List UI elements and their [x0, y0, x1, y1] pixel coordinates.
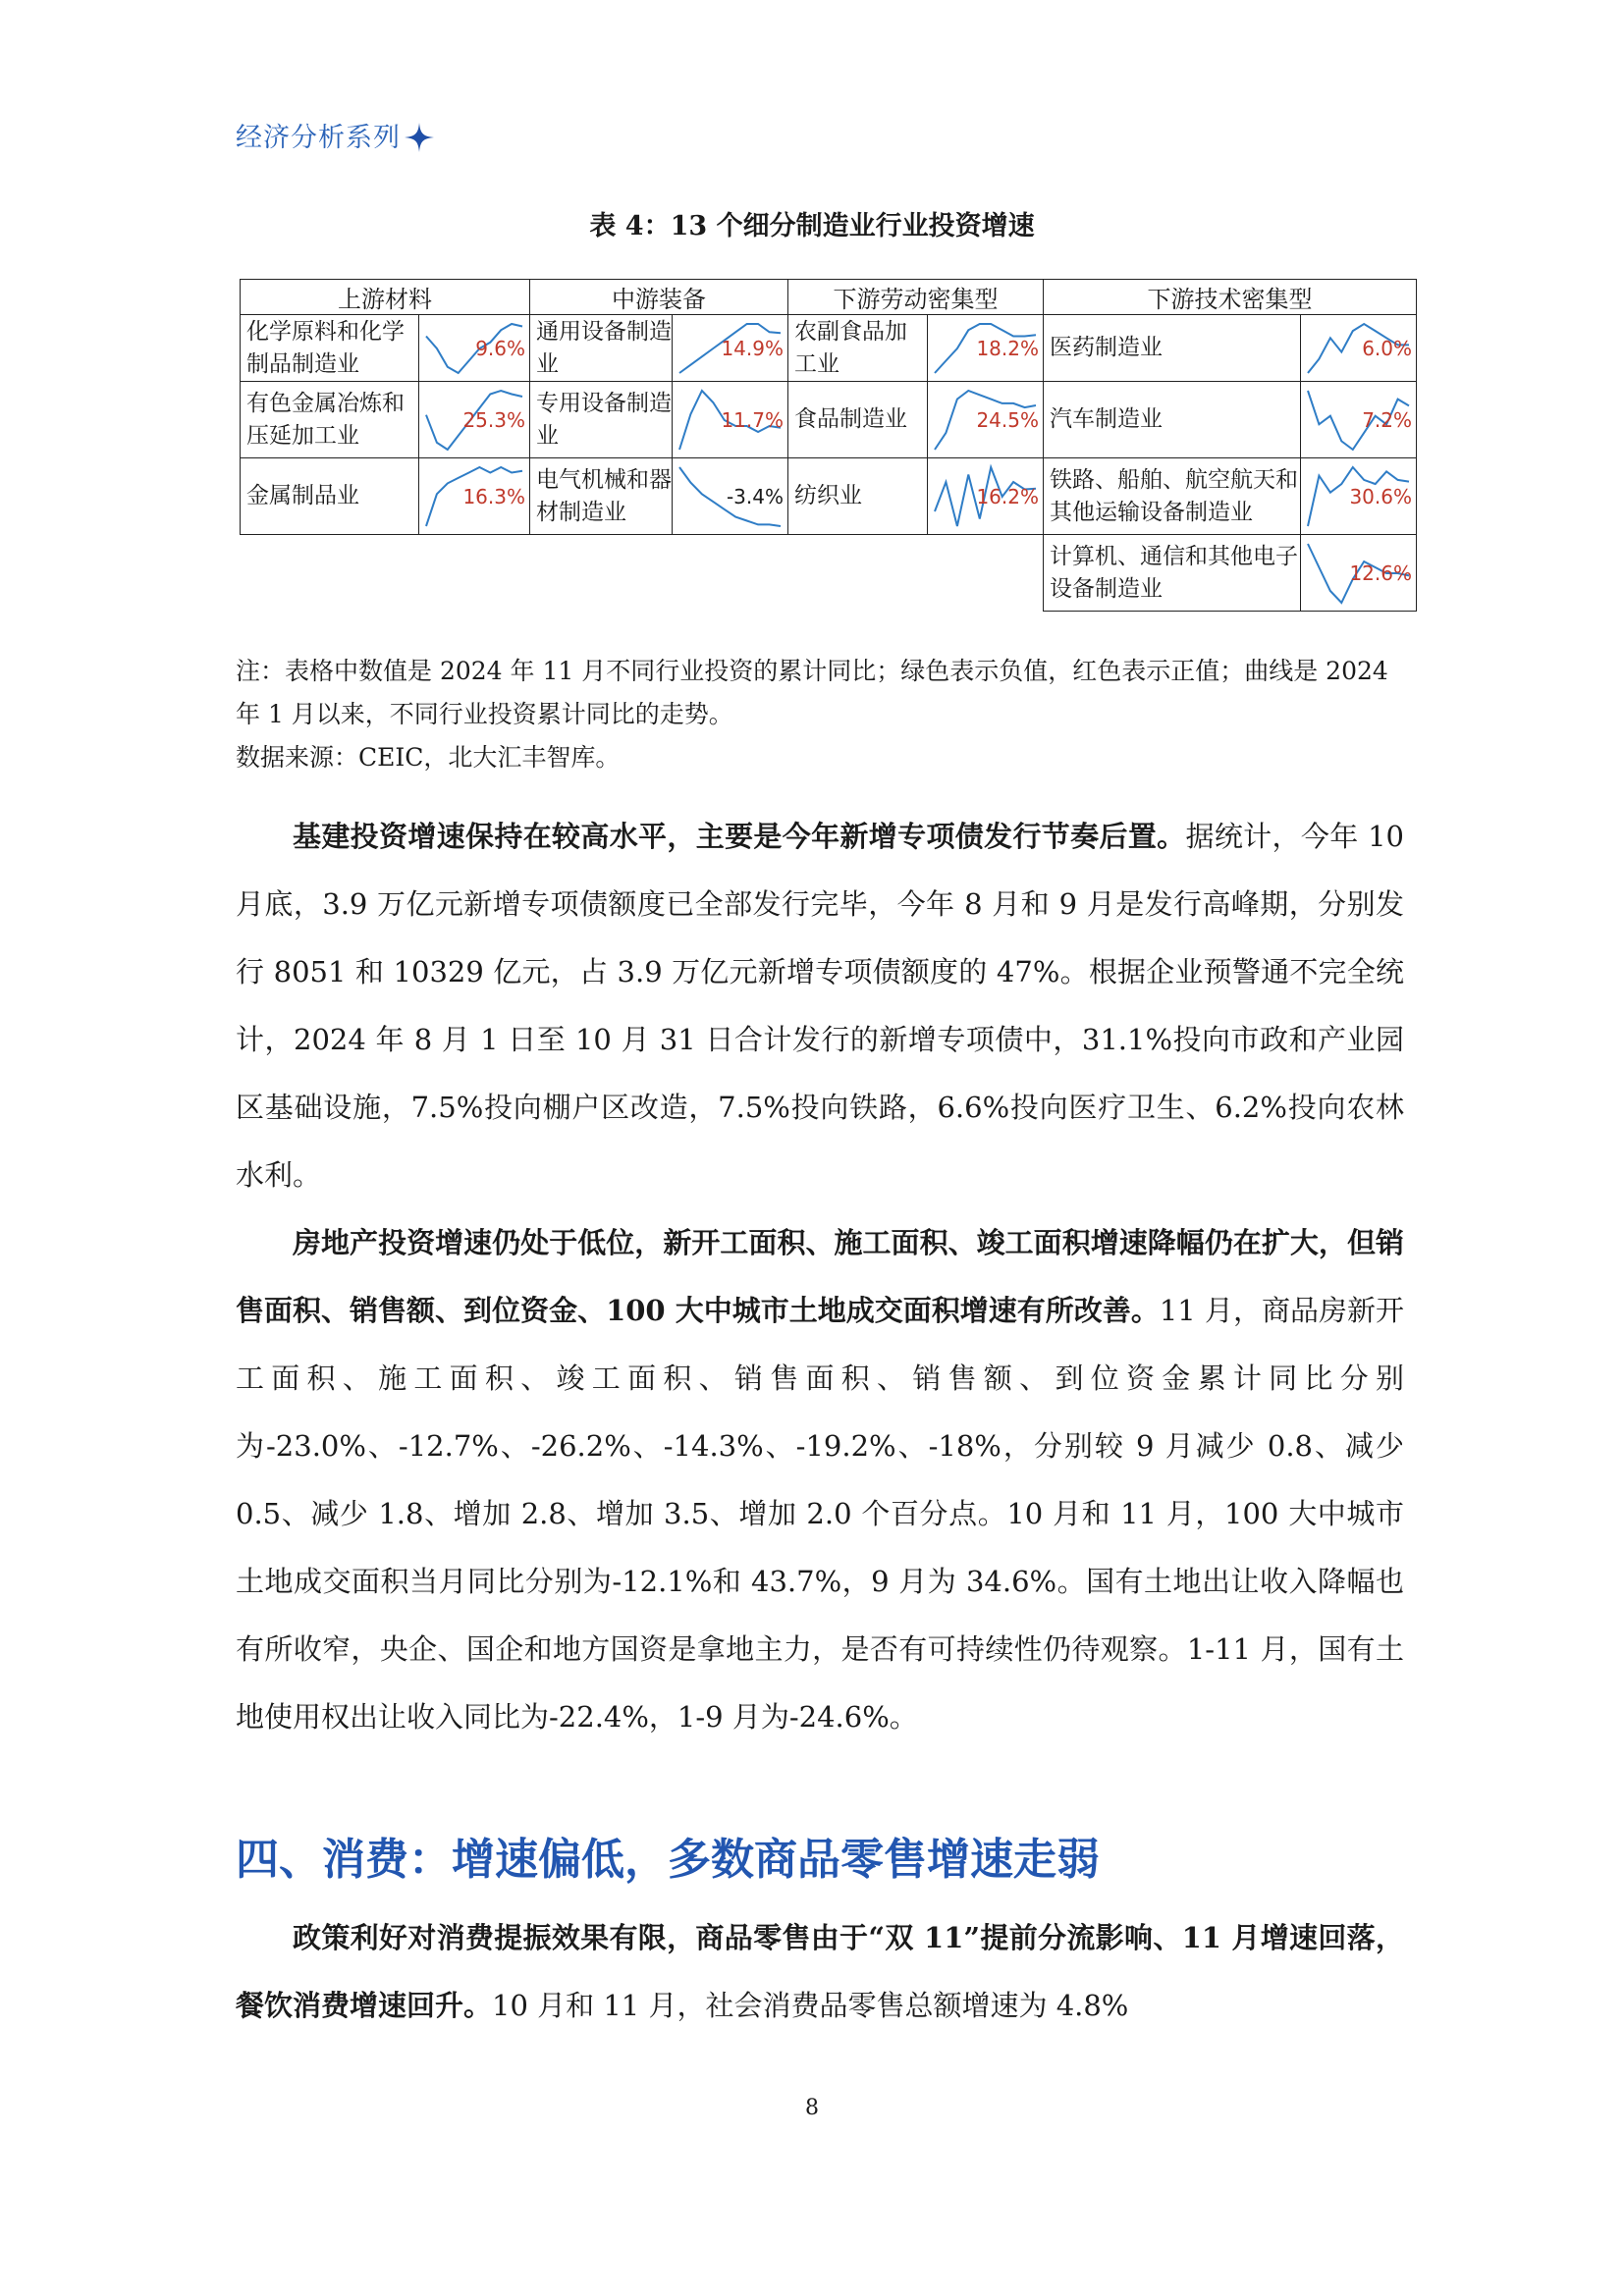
- growth-value: 12.6%: [1349, 561, 1412, 585]
- empty-cell: [673, 535, 788, 612]
- paragraph-body: 11 月，商品房新开工面积、施工面积、竣工面积、销售面积、销售额、到位资金累计同比分别为-23.0%、-12.7%、-26.2%、-14.3%、-19.2%、-18%，分别较 9 月减少 0.8、减少 0.5、减少 1.8、增加 2.8、增加 3.5、增加 2.0 个百分点。10 月和 11 月，100 大中城市土地成交面积当月同比分别为-12.1%和 43.7%，9 月为 34.6%。国有土地出让收入降幅也有所收窄，央企、国企和地方国资是拿地主力，是否有可持续性仍待观察。1-11 月，国有土地使用权出让收入同比为-22.4%，1-9 月为-24.6%。: [236, 1294, 1404, 1734]
- growth-value: 14.9%: [721, 336, 784, 360]
- growth-value: 9.6%: [475, 336, 525, 360]
- paragraph-lead: 政策利好对消费提振效果有限，商品零售由于“双 11”提前分流影响、11 月增速回落，餐饮消费增速回升。: [236, 1921, 1404, 2022]
- industry-name-cell: 计算机、通信和其他电子设备制造业: [1044, 535, 1301, 612]
- industry-name-cell: 医药制造业: [1044, 315, 1301, 382]
- sparkline-cell: [1301, 535, 1417, 612]
- table-row: [241, 458, 1417, 535]
- industry-name-cell: 化学原料和化学制品制造业: [241, 315, 419, 382]
- table-row: [241, 535, 1417, 612]
- industry-name-cell: 有色金属冶炼和压延加工业: [241, 382, 419, 458]
- growth-value: 24.5%: [976, 407, 1039, 432]
- growth-value: 6.0%: [1362, 336, 1412, 360]
- column-header: 下游劳动密集型: [788, 280, 1044, 315]
- industry-name-cell: 专用设备制造业: [530, 382, 673, 458]
- growth-value: 16.3%: [462, 484, 525, 508]
- industry-name-cell: 通用设备制造业: [530, 315, 673, 382]
- paragraph-real-estate: [236, 1209, 1404, 1751]
- table-note: [236, 650, 1404, 779]
- growth-value: 18.2%: [976, 336, 1039, 360]
- empty-cell: [788, 535, 928, 612]
- column-header: 中游装备: [530, 280, 788, 315]
- sparkline-cell: [419, 382, 530, 458]
- growth-value: 7.2%: [1362, 407, 1412, 432]
- paragraph-infrastructure: [236, 803, 1404, 1209]
- industry-name-cell: 金属制品业: [241, 458, 419, 535]
- empty-cell: [419, 535, 530, 612]
- empty-cell: [928, 535, 1044, 612]
- sparkline-cell: [419, 458, 530, 535]
- growth-value: -3.4%: [726, 484, 784, 508]
- sparkline-cell: [1301, 382, 1417, 458]
- sparkline-cell: [928, 315, 1044, 382]
- industry-name-cell: 电气机械和器材制造业: [530, 458, 673, 535]
- industry-name-cell: 纺织业: [788, 458, 928, 535]
- table-row: [241, 315, 1417, 382]
- note-source: 数据来源：CEIC，北大汇丰智库。: [236, 743, 621, 772]
- series-header: [236, 116, 434, 154]
- sparkline-cell: [928, 382, 1044, 458]
- note-text: 注：表格中数值是 2024 年 11 月不同行业投资的累计同比；绿色表示负值，红色表示正值；曲线是 2024 年 1 月以来，不同行业投资累计同比的走势。: [236, 657, 1388, 728]
- column-header: 下游技术密集型: [1044, 280, 1417, 315]
- empty-cell: [241, 535, 419, 612]
- sparkline-cell: [928, 458, 1044, 535]
- industry-name-cell: 食品制造业: [788, 382, 928, 458]
- sparkline-cell: [673, 458, 788, 535]
- paragraph-consumption: [236, 1904, 1404, 2040]
- sparkline-cell: [673, 382, 788, 458]
- empty-cell: [530, 535, 673, 612]
- sparkline-cell: [1301, 315, 1417, 382]
- table-header-row: [241, 280, 1417, 315]
- page-number: 8: [805, 2096, 819, 2120]
- series-title: 经济分析系列: [236, 123, 401, 153]
- industry-name-cell: 农副食品加工业: [788, 315, 928, 382]
- industry-name-cell: 铁路、船舶、航空航天和其他运输设备制造业: [1044, 458, 1301, 535]
- growth-value: 11.7%: [721, 407, 784, 432]
- industry-investment-table: [240, 279, 1417, 612]
- sparkline-cell: [419, 315, 530, 382]
- paragraph-lead: 房地产投资增速仍处于低位，新开工面积、施工面积、竣工面积增速降幅仍在扩大，但销售面积、销售额、到位资金、100 大中城市土地成交面积增速有所改善。: [236, 1226, 1404, 1327]
- sparkline-cell: [673, 315, 788, 382]
- growth-value: 16.2%: [976, 484, 1039, 508]
- section-title: 四、消费：增速偏低，多数商品零售增速走弱: [236, 1835, 1100, 1885]
- paragraph-lead: 基建投资增速保持在较高水平，主要是今年新增专项债发行节奏后置。: [293, 820, 1186, 853]
- sparkline-cell: [1301, 458, 1417, 535]
- sparkle-star-icon: [405, 123, 434, 152]
- growth-value: 30.6%: [1349, 484, 1412, 508]
- table-row: [241, 382, 1417, 458]
- paragraph-body: 10 月和 11 月，社会消费品零售总额增速为 4.8%: [492, 1989, 1129, 2022]
- growth-value: 25.3%: [462, 407, 525, 432]
- paragraph-body: 据统计，今年 10 月底，3.9 万亿元新增专项债额度已全部发行完毕，今年 8 月和 9 月是发行高峰期，分别发行 8051 和 10329 亿元，占 3.9 万亿元新增专项债额度的 47%。根据企业预警通不完全统计，2024 年 8 月 1 日至 10 月 31 日合计发行的新增专项债中，31.1%投向市政和产业园区基础设施，7.5%投向棚户区改造，7.5%投向铁路，6.6%投向医疗卫生、6.2%投向农林水利。: [236, 820, 1404, 1192]
- table-title: 表 4：13 个细分制造业行业投资增速: [589, 211, 1035, 241]
- column-header: 上游材料: [241, 280, 530, 315]
- industry-name-cell: 汽车制造业: [1044, 382, 1301, 458]
